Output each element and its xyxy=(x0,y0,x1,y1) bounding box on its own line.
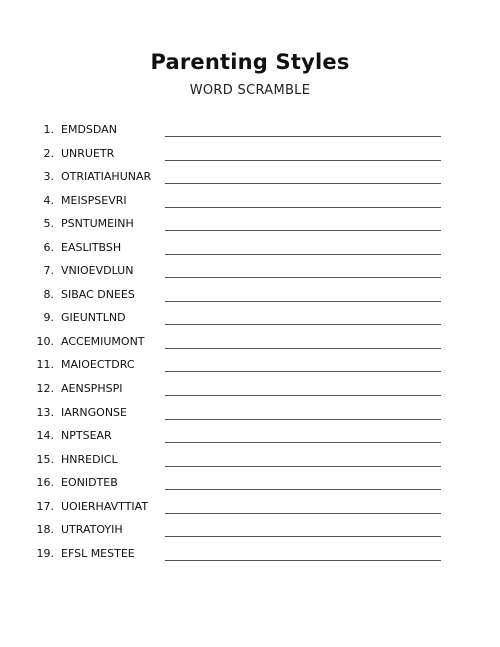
scrambled-word: MAIOECTDRC xyxy=(61,358,135,372)
answer-line[interactable] xyxy=(165,560,441,561)
list-item xyxy=(0,285,500,309)
item-number: 11. xyxy=(36,358,54,372)
answer-line[interactable] xyxy=(165,207,441,208)
list-item xyxy=(0,144,500,168)
list-item xyxy=(0,191,500,215)
scrambled-word: EONIDTEB xyxy=(61,476,118,490)
answer-line[interactable] xyxy=(165,136,441,137)
list-item xyxy=(0,520,500,544)
item-number: 12. xyxy=(36,382,54,396)
list-item xyxy=(0,238,500,262)
scrambled-word: MEISPSEVRI xyxy=(61,193,127,207)
answer-line[interactable] xyxy=(165,371,441,372)
list-item xyxy=(0,120,500,144)
answer-line[interactable] xyxy=(165,513,441,514)
list-item xyxy=(0,261,500,285)
list-item xyxy=(0,355,500,379)
list-item xyxy=(0,450,500,474)
answer-line[interactable] xyxy=(165,301,441,302)
scrambled-word: NPTSEAR xyxy=(61,429,112,443)
scrambled-word: UOIERHAVTTIAT xyxy=(61,499,149,513)
item-number: 7. xyxy=(43,264,54,278)
list-item xyxy=(0,214,500,238)
answer-line[interactable] xyxy=(165,324,441,325)
list-item xyxy=(0,167,500,191)
worksheet-subtitle: WORD SCRAMBLE xyxy=(189,83,311,98)
item-number: 5. xyxy=(43,217,54,231)
item-number: 17. xyxy=(36,499,54,513)
answer-line[interactable] xyxy=(165,277,441,278)
scrambled-word: GIEUNTLND xyxy=(61,311,126,325)
scrambled-word: EFSL MESTEE xyxy=(61,546,135,560)
item-number: 9. xyxy=(43,311,54,325)
scrambled-word: OTRIATIAHUNAR xyxy=(61,170,152,184)
answer-line[interactable] xyxy=(165,442,441,443)
item-number: 1. xyxy=(43,123,54,136)
list-item xyxy=(0,403,500,427)
item-number: 13. xyxy=(36,405,54,419)
item-number: 4. xyxy=(43,193,54,207)
scrambled-word: EMDSDAN xyxy=(61,123,117,136)
item-number: 14. xyxy=(36,429,54,443)
list-item xyxy=(0,544,500,568)
item-number: 3. xyxy=(43,170,54,184)
answer-line[interactable] xyxy=(165,348,441,349)
answer-line[interactable] xyxy=(165,536,441,537)
item-number: 8. xyxy=(43,287,54,301)
worksheet-title: Parenting Styles xyxy=(150,50,350,74)
answer-line[interactable] xyxy=(165,230,441,231)
item-number: 2. xyxy=(43,146,54,160)
scrambled-word: EASLITBSH xyxy=(61,240,122,254)
answer-line[interactable] xyxy=(165,419,441,420)
list-item xyxy=(0,426,500,450)
scrambled-word: AENSPHSPI xyxy=(61,382,123,396)
scrambled-word: UNRUETR xyxy=(61,146,115,160)
scrambled-word: PSNTUMEINH xyxy=(61,217,134,231)
list-item xyxy=(0,497,500,521)
item-number: 16. xyxy=(36,476,54,490)
list-item xyxy=(0,332,500,356)
item-number: 19. xyxy=(36,546,54,560)
scrambled-word: ACCEMIUMONT xyxy=(61,334,145,348)
scrambled-word: UTRATOYIH xyxy=(61,523,123,537)
answer-line[interactable] xyxy=(165,183,441,184)
item-number: 18. xyxy=(36,523,54,537)
answer-line[interactable] xyxy=(165,489,441,490)
answer-line[interactable] xyxy=(165,254,441,255)
item-number: 10. xyxy=(36,334,54,348)
item-number: 6. xyxy=(43,240,54,254)
scrambled-word: HNREDICL xyxy=(61,452,118,466)
answer-line[interactable] xyxy=(165,395,441,396)
answer-line[interactable] xyxy=(165,466,441,467)
item-number: 15. xyxy=(36,452,54,466)
word-list xyxy=(0,120,500,567)
list-item xyxy=(0,308,500,332)
answer-line[interactable] xyxy=(165,160,441,161)
list-item xyxy=(0,379,500,403)
scrambled-word: VNIOEVDLUN xyxy=(61,264,134,278)
scrambled-word: IARNGONSE xyxy=(61,405,127,419)
scrambled-word: SIBAC DNEES xyxy=(61,287,135,301)
list-item xyxy=(0,473,500,497)
